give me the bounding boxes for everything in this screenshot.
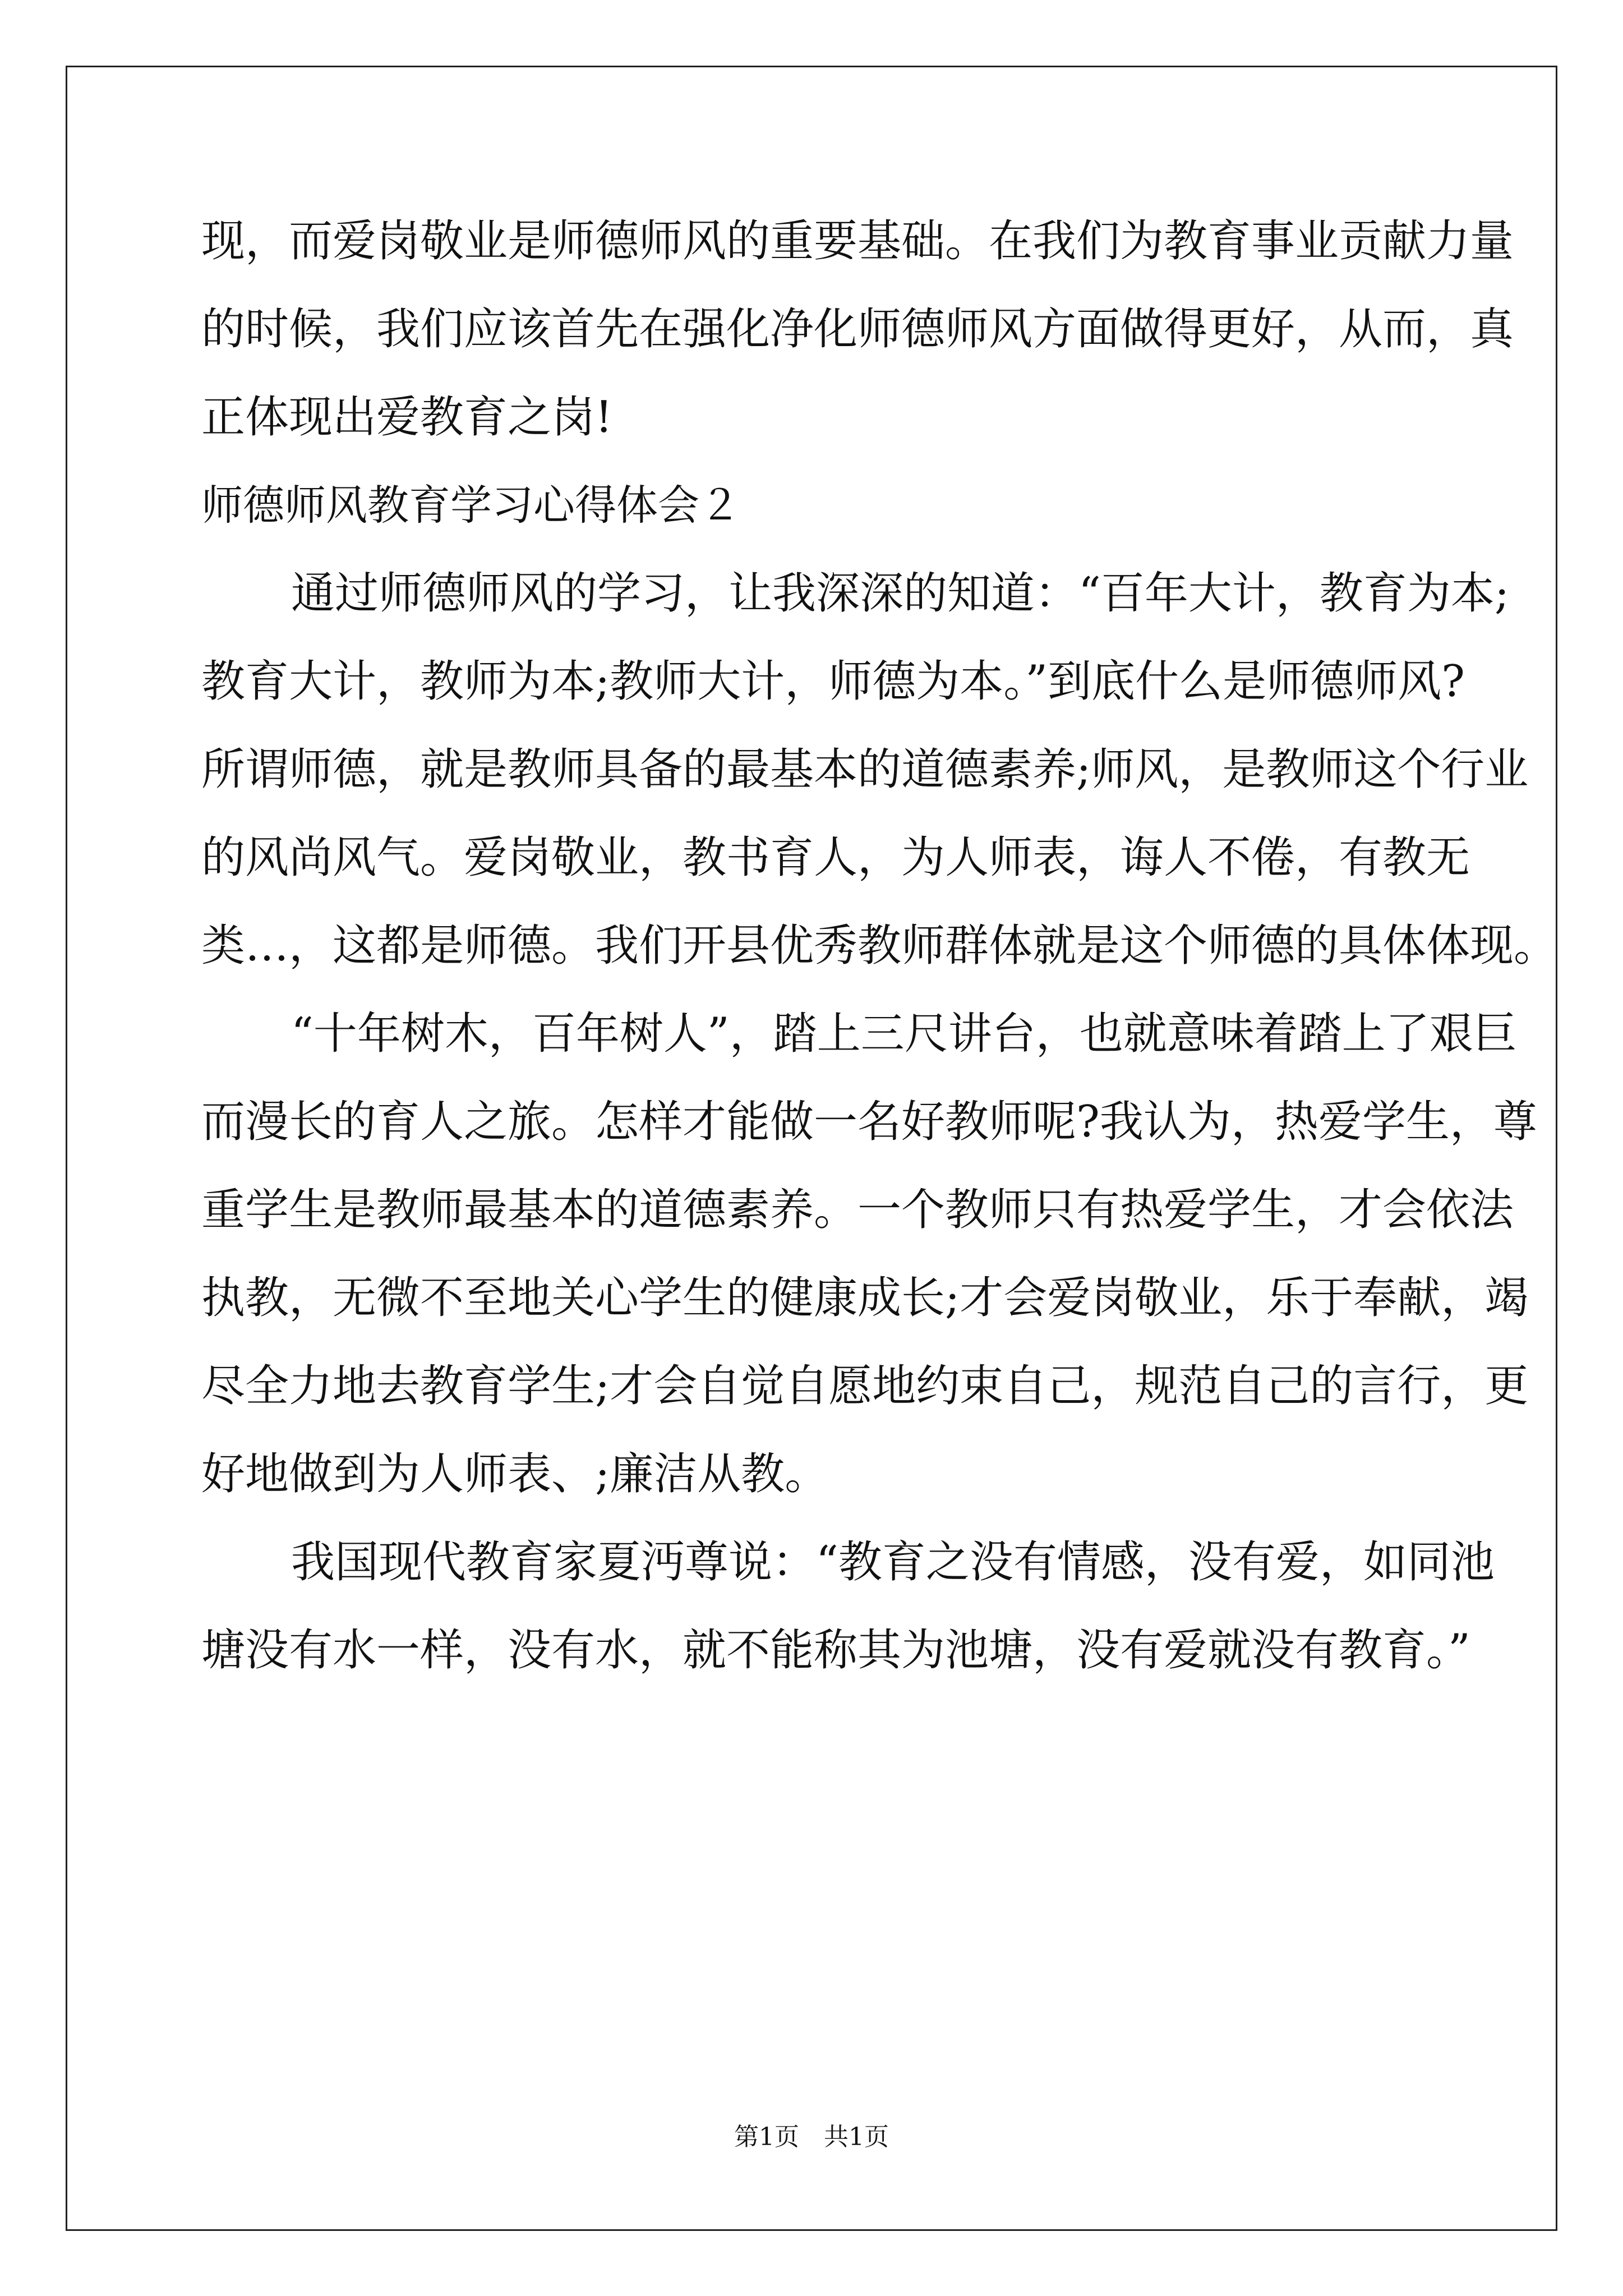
page-number-footer: 第1页 共1页 (734, 2123, 889, 2151)
paragraph-line: 我国现代教育家夏沔尊说：“教育之没有情感，没有爱，如同池 (291, 1537, 1495, 1588)
paragraph-line: 正体现出爱教育之岗! (201, 392, 613, 443)
paragraph-line: 的风尚风气。爱岗敬业，教书育人，为人师表，诲人不倦，有教无 (201, 832, 1470, 883)
paragraph-line: 而漫长的育人之旅。怎样才能做一名好教师呢?我认为，热爱学生，尊 (201, 1097, 1537, 1147)
paragraph-line: 重学生是教师最基本的道德素养。一个教师只有热爱学生，才会依法 (201, 1185, 1514, 1235)
paragraph-line: 塘没有水一样，没有水，就不能称其为池塘，没有爱就没有教育。” (201, 1625, 1470, 1676)
paragraph-line: 所谓师德，就是教师具备的最基本的道德素养;师风，是教师这个行业 (201, 744, 1529, 795)
paragraph-line: “十年树木，百年树人”，踏上三尺讲台，也就意味着踏上了艰巨 (291, 1009, 1517, 1059)
paragraph-line: 尽全力地去教育学生;才会自觉自愿地约束自己，规范自己的言行，更 (201, 1361, 1529, 1411)
paragraph-line: 执教，无微不至地关心学生的健康成长;才会爱岗敬业，乐于奉献，竭 (201, 1273, 1529, 1323)
paragraph-line: 现，而爱岗敬业是师德师风的重要基础。在我们为教育事业贡献力量 (201, 216, 1514, 266)
paragraph-line: 类…，这都是师德。我们开县优秀教师群体就是这个师德的具体体现。 (201, 921, 1558, 971)
paragraph-line: 的时候，我们应该首先在强化净化师德师风方面做得更好，从而，真 (201, 304, 1514, 355)
section-heading: 师德师风教育学习心得体会２ (201, 481, 741, 530)
paragraph-line: 通过师德师风的学习，让我深深的知道：“百年大计，教育为本; (291, 568, 1510, 619)
paragraph-line: 教育大计，教师为本;教师大计，师德为本。”到底什么是师德师风? (201, 656, 1465, 707)
paragraph-line: 好地做到为人师表、;廉洁从教。 (201, 1449, 829, 1499)
